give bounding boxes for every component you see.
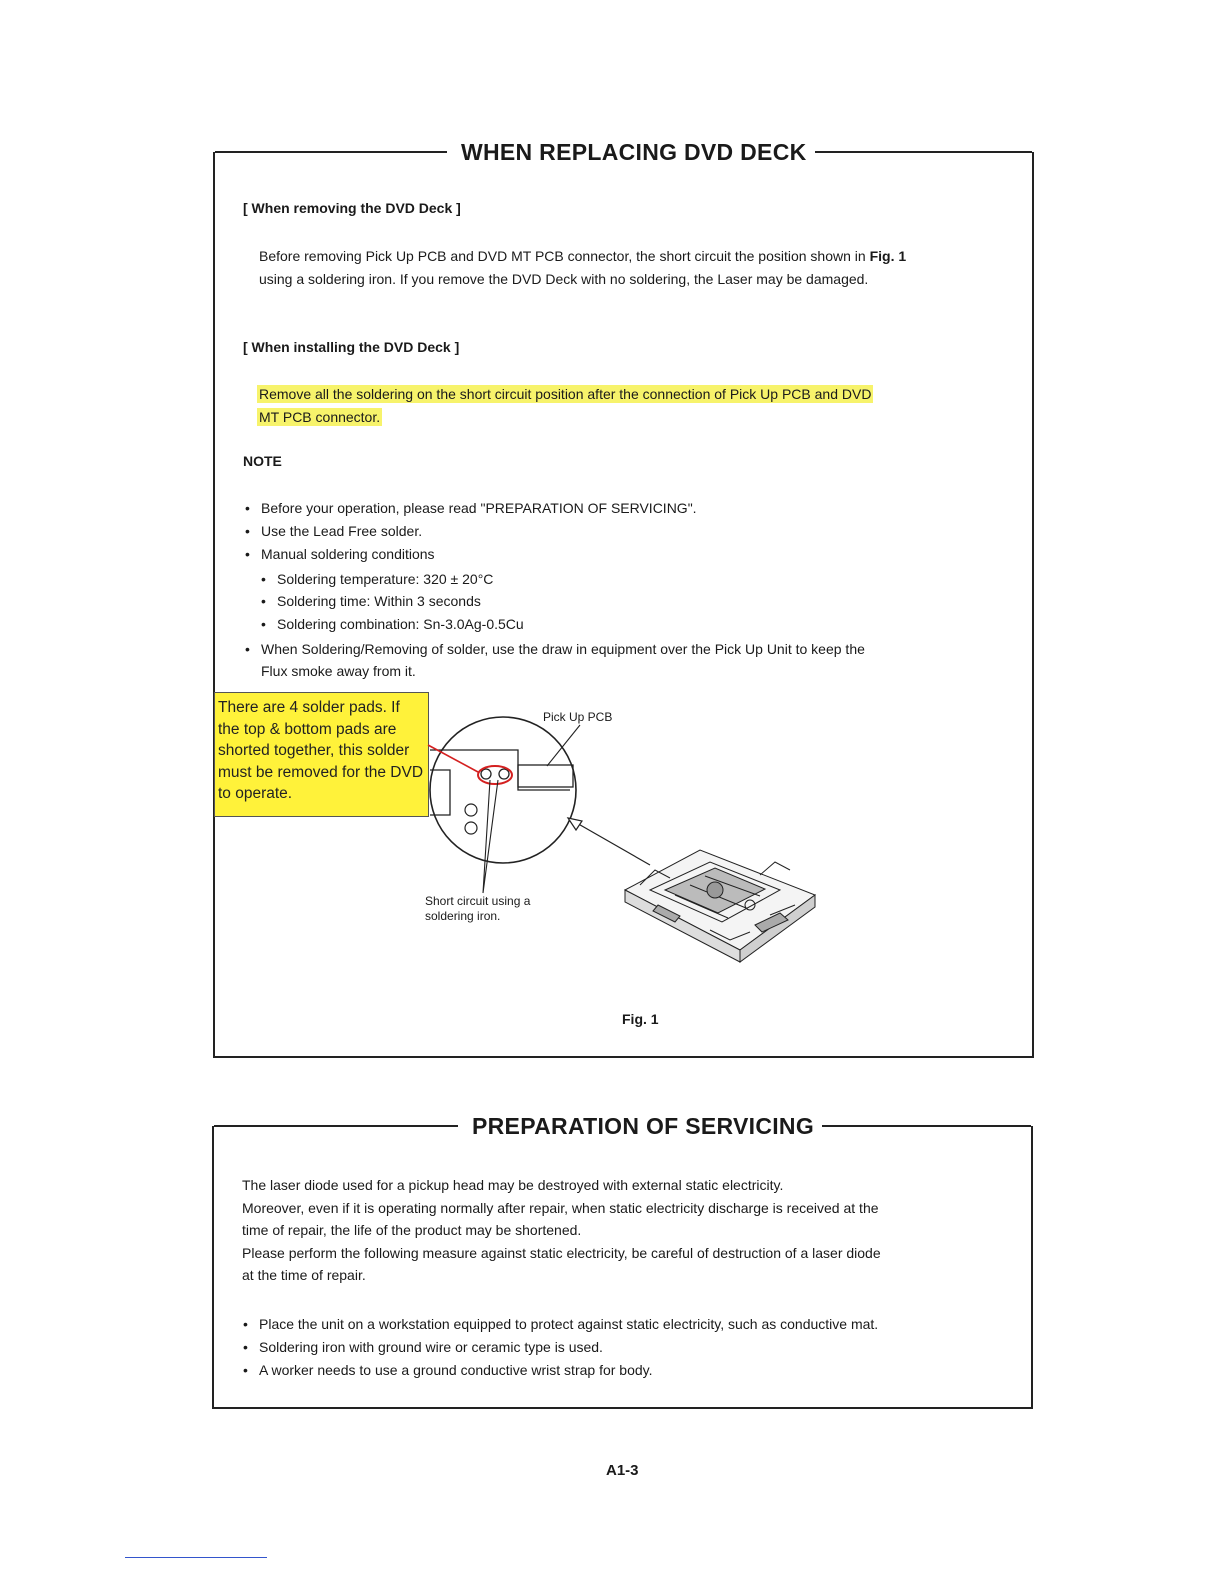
installing-heading: [ When installing the DVD Deck ] bbox=[243, 339, 460, 355]
bullet-dot: • bbox=[243, 1316, 248, 1332]
figure-caption: Fig. 1 bbox=[622, 1011, 659, 1027]
frame-title-row bbox=[214, 1112, 1031, 1140]
removing-text-line1: Before removing Pick Up PCB and DVD MT PCB connector, the short circuit the position shown in bbox=[259, 248, 866, 264]
installing-text bbox=[257, 383, 957, 428]
sub-note-2: • Soldering time: Within 3 seconds bbox=[261, 593, 481, 609]
note-item-4: • When Soldering/Removing of solder, use the draw in equipment over the Pick Up Unit to keep the bbox=[245, 641, 865, 657]
bullet-dot: • bbox=[243, 1339, 248, 1355]
prep-bullet-2: • Soldering iron with ground wire or ceramic type is used. bbox=[243, 1339, 603, 1355]
deck-arrow bbox=[568, 818, 650, 865]
solder-pads-callout: There are 4 solder pads. If the top & bottom pads are shorted together, this solder must be removed for the DVD to operate. bbox=[214, 692, 429, 817]
dvd-deck-drawing bbox=[625, 850, 815, 962]
pickup-pcb-label: Pick Up PCB bbox=[543, 710, 613, 724]
installing-text-line1: Remove all the soldering on the short circuit position after the connection of Pick Up PCB and DVD bbox=[259, 386, 872, 402]
note-heading: NOTE bbox=[243, 453, 282, 469]
section-title-replacing: WHEN REPLACING DVD DECK bbox=[461, 139, 807, 165]
bottom-link-underline bbox=[125, 1557, 267, 1558]
section-title-preparation: PREPARATION OF SERVICING bbox=[472, 1113, 815, 1139]
bullet-dot: • bbox=[243, 1362, 248, 1378]
removing-text bbox=[259, 245, 1019, 290]
prep-bullet-1: • Place the unit on a workstation equipped to protect against static electricity, such as conductive mat. bbox=[243, 1316, 879, 1332]
note-item-4-cont: Flux smoke away from it. bbox=[261, 663, 416, 679]
bullet-dot: • bbox=[261, 571, 266, 587]
bullet-dot: • bbox=[261, 616, 266, 632]
frame-title-row bbox=[215, 138, 1032, 166]
bullet-dot: • bbox=[245, 500, 250, 516]
page-number: A1-3 bbox=[606, 1462, 639, 1479]
removing-text-line2: using a soldering iron. If you remove the DVD Deck with no soldering, the Laser may be damaged. bbox=[259, 270, 869, 287]
sub-note-1: • Soldering temperature: 320 ± 20°C bbox=[261, 571, 494, 587]
installing-text-line2: MT PCB connector. bbox=[259, 408, 381, 425]
preparation-paragraph: The laser diode used for a pickup head may be destroyed with external static electricity. Moreover, even if it is operating normally after repair, when static electricity discharge is received at the time of repair, the life of the product may be shortened. Please perform the following measure against static electricity, be careful of destruction of a laser diode at the time of repair. bbox=[242, 1177, 881, 1283]
bullet-dot: • bbox=[261, 593, 266, 609]
note-item-1: • Before your operation, please read "PREPARATION OF SERVICING". bbox=[245, 500, 697, 516]
bullet-dot: • bbox=[245, 523, 250, 539]
title-rule-right bbox=[822, 1125, 1031, 1127]
bullet-dot: • bbox=[245, 546, 250, 562]
note-item-2: • Use the Lead Free solder. bbox=[245, 523, 423, 539]
note-item-3: • Manual soldering conditions bbox=[245, 546, 435, 562]
short-circuit-label: Short circuit using a soldering iron. bbox=[425, 894, 531, 923]
prep-bullet-3: • A worker needs to use a ground conductive wrist strap for body. bbox=[243, 1362, 653, 1378]
title-rule-left bbox=[214, 1125, 458, 1127]
pickup-pcb-diagram bbox=[410, 690, 830, 990]
sub-note-3: • Soldering combination: Sn-3.0Ag-0.5Cu bbox=[261, 616, 524, 632]
removing-heading: [ When removing the DVD Deck ] bbox=[243, 200, 461, 216]
fig-reference: Fig. 1 bbox=[869, 248, 907, 264]
title-rule-left bbox=[215, 151, 447, 153]
deck-arrowhead bbox=[568, 818, 582, 830]
title-rule-right bbox=[815, 151, 1032, 153]
bullet-dot: • bbox=[245, 641, 250, 657]
